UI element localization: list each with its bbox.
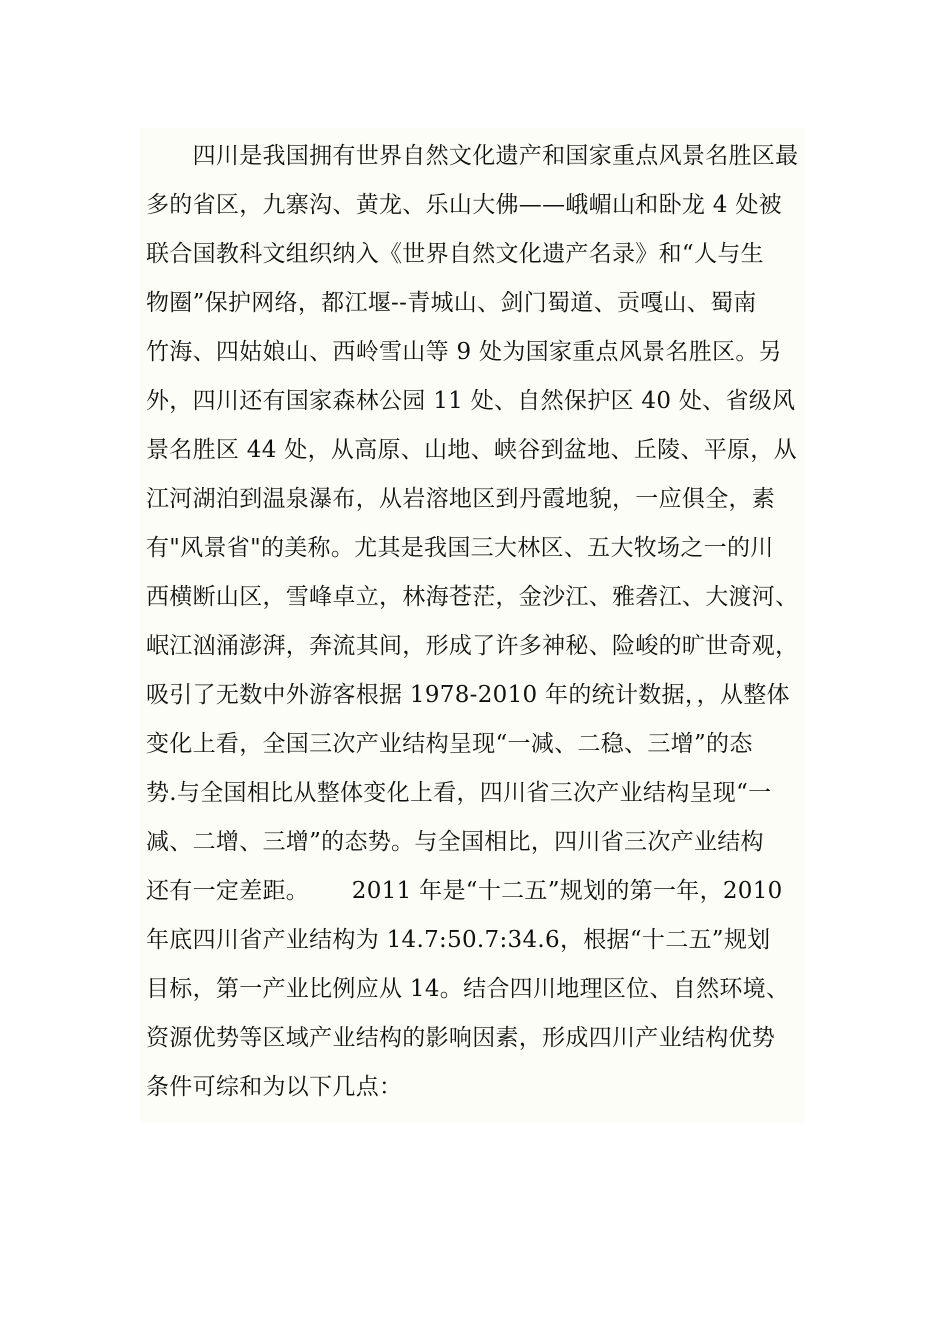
text-line-18: 目标，第一产业比例应从 14。结合四川地理区位、自然环境、 <box>146 976 790 1002</box>
text-line-8: 江河湖泊到温泉瀑布，从岩溶地区到丹霞地貌，一应俱全，素 <box>146 486 776 512</box>
text-line-13: 变化上看，全国三次产业结构呈现“一减、二稳、三增”的态 <box>146 731 753 757</box>
text-line-2: 多的省区，九寨沟、黄龙、乐山大佛——峨嵋山和卧龙 4 处被 <box>146 192 782 218</box>
text-line-4: 物圈”保护网络，都江堰--青城山、剑门蜀道、贡嘎山、蜀南 <box>146 290 757 316</box>
text-line-9: 有"风景省"的美称。尤其是我国三大林区、五大牧场之一的川 <box>146 535 774 561</box>
text-line-10: 西横断山区，雪峰卓立，林海苍茫，金沙江、雅砻江、大渡河、 <box>146 584 799 610</box>
text-line-17: 年底四川省产业结构为 14.7:50.7:34.6，根据“十二五”规划 <box>146 927 771 953</box>
text-line-11: 岷江汹涌澎湃，奔流其间，形成了许多神秘、险峻的旷世奇观， <box>146 633 799 659</box>
text-line-20: 条件可综和为以下几点： <box>146 1074 403 1100</box>
text-line-12: 吸引了无数中外游客根据 1978-2010 年的统计数据，，从整体 <box>146 682 790 708</box>
text-line-15: 减、二增、三增”的态势。与全国相比，四川省三次产业结构 <box>146 829 764 855</box>
text-line-3: 联合国教科文组织纳入《世界自然文化遗产名录》和“人与生 <box>146 241 764 267</box>
text-line-14: 势.与全国相比从整体变化上看，四川省三次产业结构呈现“一 <box>146 780 772 806</box>
text-line-6: 外，四川还有国家森林公园 11 处、自然保护区 40 处、省级风 <box>146 388 796 414</box>
paragraph-block <box>140 128 805 1123</box>
text-line-5: 竹海、四姑娘山、西岭雪山等 9 处为国家重点风景名胜区。另 <box>146 339 782 365</box>
text-line-1: 四川是我国拥有世界自然文化遗产和国家重点风景名胜区最 <box>146 143 799 169</box>
text-line-19: 资源优势等区域产业结构的影响因素，形成四川产业结构优势 <box>146 1025 776 1051</box>
text-line-16: 还有一定差距。 2011 年是“十二五”规划的第一年，2010 <box>146 878 783 904</box>
text-line-7: 景名胜区 44 处，从高原、山地、峡谷到盆地、丘陵、平原，从 <box>146 437 797 463</box>
